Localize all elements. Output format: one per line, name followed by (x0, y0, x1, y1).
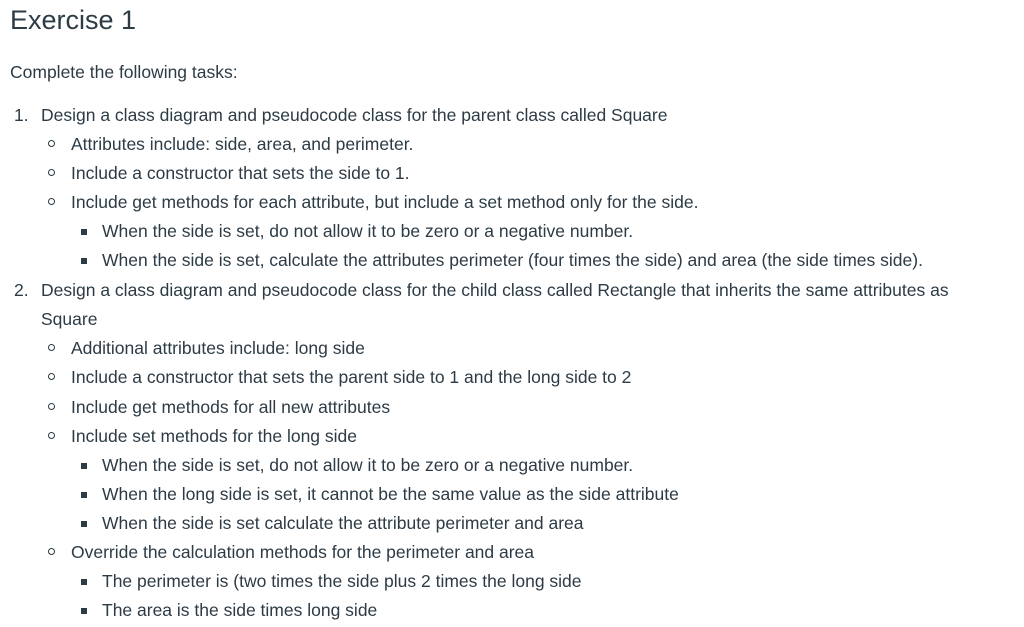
task-1-item-3-sub-2: When the side is set, calculate the attributes perimeter (four times the side) and area (the side times side). (102, 250, 923, 270)
intro-text: Complete the following tasks: (10, 62, 238, 82)
task-2-item-5-sub-1: The perimeter is (two times the side plus 2 times the long side (102, 571, 582, 591)
circle-bullet-icon (48, 432, 55, 439)
task-1-item-1: Attributes include: side, area, and perimeter. (71, 134, 414, 154)
task-2-number: 2. (14, 280, 29, 300)
square-bullet-icon (81, 521, 87, 527)
circle-bullet-icon (48, 403, 55, 410)
circle-bullet-icon (48, 169, 55, 176)
task-2-item-4-sub-3: When the side is set calculate the attribute perimeter and area (102, 513, 584, 533)
circle-bullet-icon (48, 373, 55, 380)
task-2-text-line-1: Design a class diagram and pseudocode class for the child class called Rectangle that inherits the same attributes as (41, 280, 949, 300)
task-2-item-2: Include a constructor that sets the parent side to 1 and the long side to 2 (71, 367, 632, 387)
task-1-number: 1. (14, 105, 29, 125)
square-bullet-icon (81, 608, 87, 614)
task-2-item-4-sub-2: When the long side is set, it cannot be the same value as the side attribute (102, 484, 679, 504)
circle-bullet-icon (48, 140, 55, 147)
task-2-item-5-sub-2: The area is the side times long side (102, 600, 378, 620)
square-bullet-icon (81, 579, 87, 585)
circle-bullet-icon (48, 548, 55, 555)
page-title: Exercise 1 (10, 5, 137, 35)
task-2-item-3: Include get methods for all new attributes (71, 397, 391, 417)
task-1-item-2: Include a constructor that sets the side to 1. (71, 163, 410, 183)
square-bullet-icon (81, 258, 87, 264)
task-1-text: Design a class diagram and pseudocode class for the parent class called Square (41, 105, 668, 125)
circle-bullet-icon (48, 198, 55, 205)
task-1-item-3-sub-1: When the side is set, do not allow it to be zero or a negative number. (102, 221, 634, 241)
square-bullet-icon (81, 229, 87, 235)
task-2-text-line-2: Square (41, 309, 98, 329)
task-2-item-4-sub-1: When the side is set, do not allow it to be zero or a negative number. (102, 455, 634, 475)
task-1-item-3: Include get methods for each attribute, but include a set method only for the side. (71, 192, 699, 212)
task-2-item-5: Override the calculation methods for the perimeter and area (71, 542, 535, 562)
task-2-item-1: Additional attributes include: long side (71, 338, 365, 358)
square-bullet-icon (81, 463, 87, 469)
task-2-item-4: Include set methods for the long side (71, 426, 358, 446)
circle-bullet-icon (48, 344, 55, 351)
square-bullet-icon (81, 492, 87, 498)
